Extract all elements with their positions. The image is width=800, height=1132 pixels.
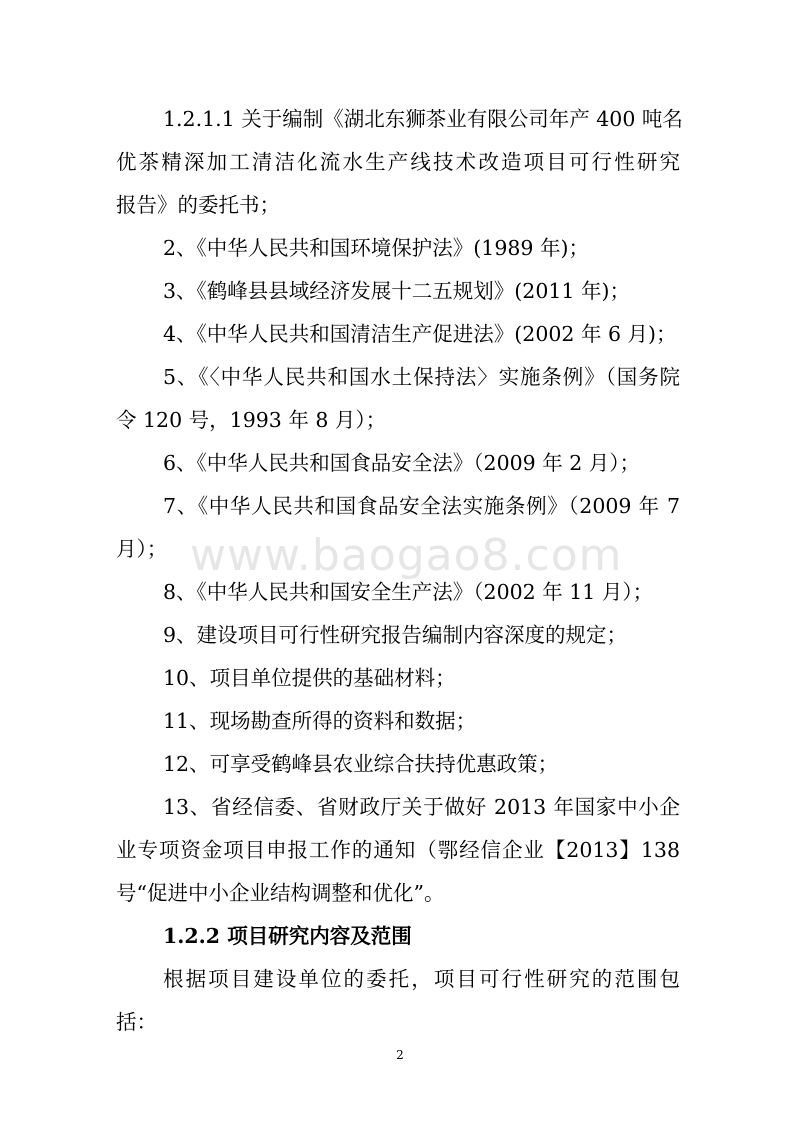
page-number: 2 [396,1048,404,1062]
paragraph-5-line-2: 令 120 号，1993 年 8 月）； [116,408,387,432]
paragraph-2: 2、《中华人民共和国环境保护法》(1989 年)； [163,236,589,260]
paragraph-5-line-1: 5、《〈中华人民共和国水土保持法〉实施条例》（国务院 [163,365,680,389]
paragraph-11: 11、现场勘查所得的资料和数据； [163,709,477,733]
paragraph-10: 10、项目单位提供的基础材料； [163,666,456,690]
paragraph-13-line-2: 业专项资金项目申报工作的通知（鄂经信企业【2013】138 [116,838,680,862]
paragraph-7-line-1: 7、《中华人民共和国食品安全法实施条例》（2009 年 7 [163,494,680,518]
scope-paragraph-line-2: 括： [116,1010,157,1034]
watermark: www.baogao8.com [190,530,623,581]
scope-paragraph-line-1: 根据项目建设单位的委托，项目可行性研究的范围包 [163,967,680,991]
paragraph-13-line-1: 13、省经信委、省财政厅关于做好 2013 年国家中小企 [163,795,680,819]
paragraph-6: 6、《中华人民共和国食品安全法》（2009 年 2 月）； [163,451,641,475]
paragraph-3: 3、《鹤峰县县域经济发展十二五规划》(2011 年)； [163,279,630,303]
paragraph-8: 8、《中华人民共和国安全生产法》（2002 年 11 月）； [163,580,654,604]
paragraph-7-line-2: 月）； [116,537,168,561]
paragraph-1-line-2: 优茶精深加工清洁化流水生产线技术改造项目可行性研究 [116,150,680,174]
paragraph-1-line-3: 报告》的委托书； [116,193,280,217]
paragraph-12: 12、可享受鹤峰县农业综合扶持优惠政策； [163,752,559,776]
paragraph-9: 9、建设项目可行性研究报告编制内容深度的规定； [163,623,628,647]
paragraph-13-line-3: 号“促进中小企业结构调整和优化”。 [116,881,445,905]
section-heading: 1.2.2 项目研究内容及范围 [163,924,412,948]
paragraph-1-line-1: 1.2.1.1 关于编制《湖北东狮茶业有限公司年产 400 吨名 [163,107,683,131]
paragraph-4: 4、《中华人民共和国清洁生产促进法》(2002 年 6 月)； [163,322,677,346]
